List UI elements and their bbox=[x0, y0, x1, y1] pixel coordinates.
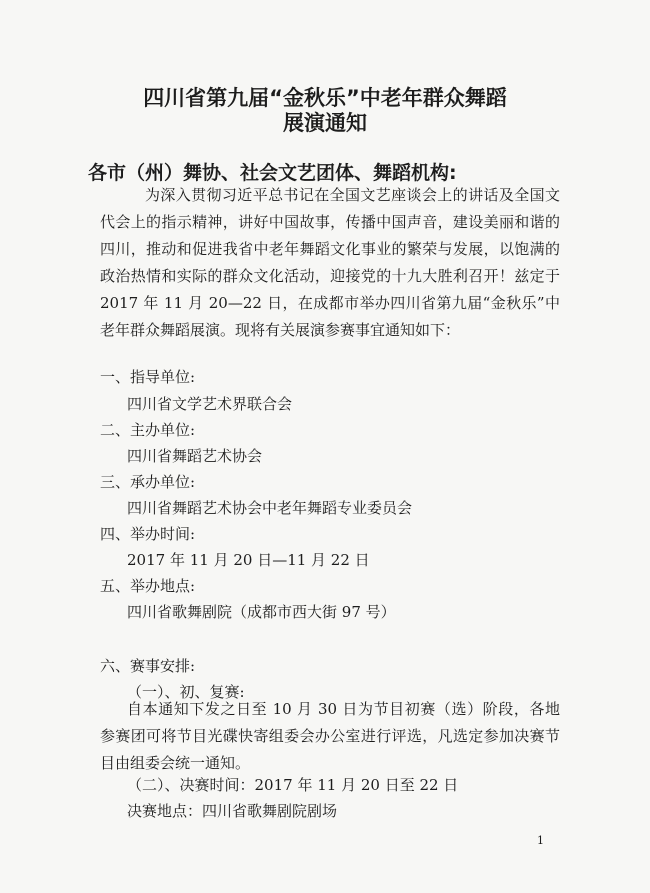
section-1-heading: 一、指导单位: bbox=[100, 368, 196, 386]
section-1-content: 四川省文学艺术界联合会 bbox=[127, 395, 293, 413]
salutation: 各市（州）舞协、社会文艺团体、舞蹈机构: bbox=[88, 162, 457, 184]
intro-line: 为深入贯彻习近平总书记在全国文艺座谈会上的讲话及全国文 bbox=[145, 186, 560, 204]
section-3-content: 四川省舞蹈艺术协会中老年舞蹈专业委员会 bbox=[127, 499, 413, 517]
sub1-line: 参赛团可将节目光碟快寄组委会办公室进行评选，凡选定参加决赛节 bbox=[100, 727, 560, 745]
section-4-content: 2017 年 11 月 20 日—11 月 22 日 bbox=[127, 551, 370, 569]
section-6-sub2: （二）、决赛时间：2017 年 11 月 20 日至 22 日 bbox=[127, 776, 459, 794]
document-title-line-2: 展演通知 bbox=[283, 111, 367, 135]
intro-line: 四川，推动和促进我省中老年舞蹈文化事业的繁荣与发展，以饱满的 bbox=[100, 240, 560, 258]
section-4-heading: 四、举办时间: bbox=[100, 525, 196, 543]
final-venue: 决赛地点：四川省歌舞剧院剧场 bbox=[127, 802, 338, 820]
intro-line: 政治热情和实际的群众文化活动，迎接党的十九大胜利召开！兹定于 bbox=[100, 267, 560, 285]
intro-line: 老年群众舞蹈展演。现将有关展演参赛事宜通知如下： bbox=[100, 321, 461, 339]
page-number: 1 bbox=[537, 834, 544, 847]
section-6-sub1-paragraph bbox=[100, 696, 560, 777]
sub1-line: 自本通知下发之日至 10 月 30 日为节目初赛（选）阶段，各地 bbox=[127, 700, 560, 718]
section-3-heading: 三、承办单位: bbox=[100, 473, 196, 491]
section-6-sub1-heading: （一）、初、复赛: bbox=[127, 683, 245, 701]
intro-paragraph bbox=[100, 182, 560, 344]
section-5-content: 四川省歌舞剧院（成都市西大街 97 号） bbox=[127, 603, 396, 621]
section-2-heading: 二、主办单位: bbox=[100, 421, 196, 439]
section-2-content: 四川省舞蹈艺术协会 bbox=[127, 447, 263, 465]
intro-line: 2017 年 11 月 20—22 日，在成都市举办四川省第九届“金秋乐”中 bbox=[100, 294, 560, 312]
section-5-heading: 五、举办地点: bbox=[100, 577, 196, 595]
section-6-heading: 六、赛事安排: bbox=[100, 657, 196, 675]
document-title-line-1: 四川省第九届“金秋乐”中老年群众舞蹈 bbox=[143, 86, 507, 110]
intro-line: 代会上的指示精神，讲好中国故事，传播中国声音，建设美丽和谐的 bbox=[100, 213, 560, 231]
sub1-line: 目由组委会统一通知。 bbox=[100, 754, 251, 772]
